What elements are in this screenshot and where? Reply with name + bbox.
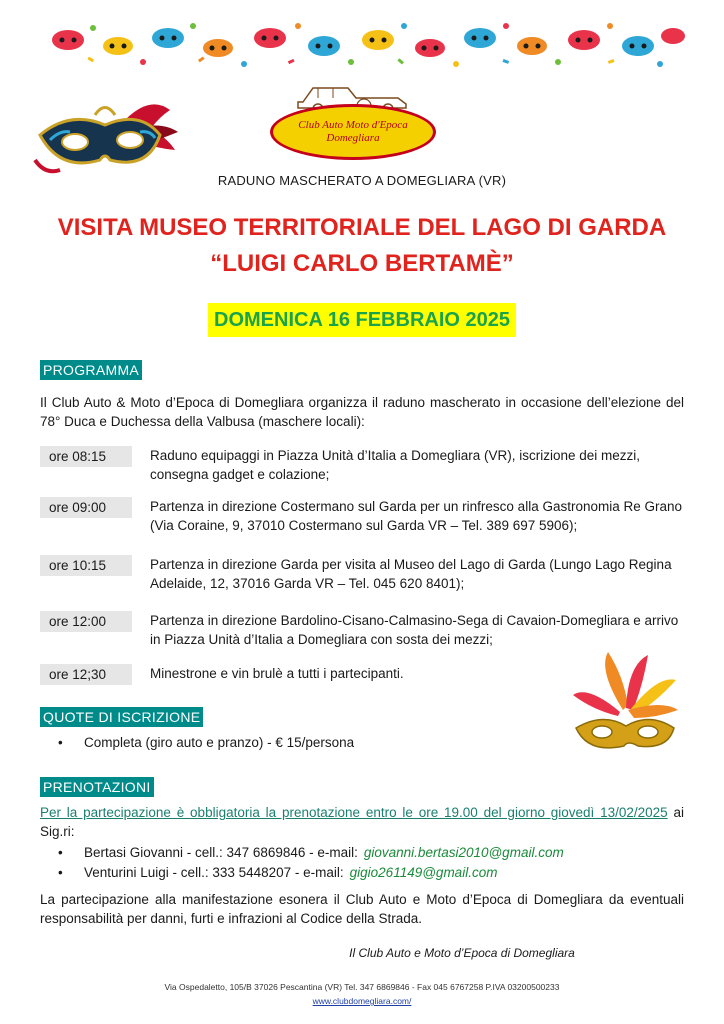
contact-details: Venturini Luigi - cell.: 333 5448207 - e-mail: bbox=[84, 865, 344, 880]
schedule-description: Minestrone e vin brulè a tutti i partecipanti. bbox=[150, 666, 404, 681]
schedule-description: Raduno equipaggi in Piazza Unità d’Italia a Domegliara (VR), iscrizione dei mezzi, consegna gadget e colazione; bbox=[150, 448, 640, 482]
footer-address: Via Ospedaletto, 105/B 37026 Pescantina (VR) Tel. 347 6869846 - Fax 045 6767258 P.IVA 03200500233 bbox=[164, 982, 560, 992]
schedule-time: ore 12;30 bbox=[40, 664, 132, 685]
contact-item bbox=[58, 843, 668, 863]
schedule-description: Partenza in direzione Garda per visita al Museo del Lago di Garda (Lungo Lago Regina Adelaide, 12, 37016 Garda VR – Tel. 045 620 8401); bbox=[150, 557, 672, 591]
schedule-time: ore 12:00 bbox=[40, 611, 132, 632]
contact-email-link[interactable]: giovanni.bertasi2010@gmail.com bbox=[363, 845, 564, 860]
booking-notice-suffix: ai Sig.ri: bbox=[40, 805, 684, 839]
schedule-description: Partenza in direzione Bardolino-Cisano-Calmasino-Sega di Cavaion-Domegliara e arrivo in Piazza Unità d’Italia a Domegliara con sosta dei mezzi; bbox=[150, 613, 679, 647]
logo-badge bbox=[270, 104, 436, 160]
event-subtitle: RADUNO MASCHERATO A DOMEGLIARA (VR) bbox=[217, 173, 507, 188]
booking-deadline: Per la partecipazione è obbligatoria la prenotazione entro le ore 19.00 del giorno giovedì 13/02/2025 bbox=[40, 805, 668, 820]
programma-heading: PROGRAMMA bbox=[40, 360, 142, 380]
schedule-time: ore 09:00 bbox=[40, 497, 132, 518]
quote-item: • Completa (giro auto e pranzo) - € 15/persona bbox=[58, 733, 668, 753]
logo-text-line1: Club Auto Moto d'Epoca bbox=[298, 119, 408, 131]
quote-list bbox=[58, 733, 668, 753]
contact-email-link[interactable]: gigio261149@gmail.com bbox=[349, 865, 498, 880]
disclaimer-text: La partecipazione alla manifestazione esonera il Club Auto e Moto d’Epoca di Domegliara da eventuali responsabilità per danni, furti e infrazioni al Codice della Strada. bbox=[40, 892, 684, 926]
event-date: DOMENICA 16 FEBBRAIO 2025 bbox=[208, 303, 516, 337]
prenotazioni-notice bbox=[40, 803, 684, 841]
carnival-masks-banner bbox=[48, 18, 688, 74]
quote-heading: QUOTE DI ISCRIZIONE bbox=[40, 707, 203, 727]
logo-text-line2: Domegliara bbox=[326, 132, 380, 144]
schedule-description: Partenza in direzione Costermano sul Garda per un rinfresco alla Gastronomia Re Grano (Via Coraine, 9, 37010 Costermano sul Garda VR – Tel. 389 697 5906); bbox=[150, 499, 683, 533]
event-date-wrapper bbox=[0, 303, 724, 337]
event-title: VISITA MUSEO TERRITORIALE DEL LAGO DI GARDA “LUIGI CARLO BERTAMÈ” bbox=[57, 214, 667, 277]
signature: Il Club Auto e Moto d’Epoca di Domegliara bbox=[349, 946, 575, 960]
contact-details: Bertasi Giovanni - cell.: 347 6869846 - e-mail: bbox=[84, 845, 358, 860]
contacts-list bbox=[58, 843, 668, 883]
schedule-time: ore 10:15 bbox=[40, 555, 132, 576]
website-link[interactable]: www.clubdomegliara.com/ bbox=[312, 996, 412, 1006]
prenotazioni-heading: PRENOTAZIONI bbox=[40, 777, 154, 797]
contact-item bbox=[58, 863, 668, 883]
club-logo bbox=[270, 80, 436, 160]
schedule-time: ore 08:15 bbox=[40, 446, 132, 467]
programma-intro: Il Club Auto & Moto d’Epoca di Domegliara organizza il raduno mascherato in occasione dell’elezione del 78° Duca e Duchessa della Valbusa (maschere locali): bbox=[40, 395, 684, 429]
